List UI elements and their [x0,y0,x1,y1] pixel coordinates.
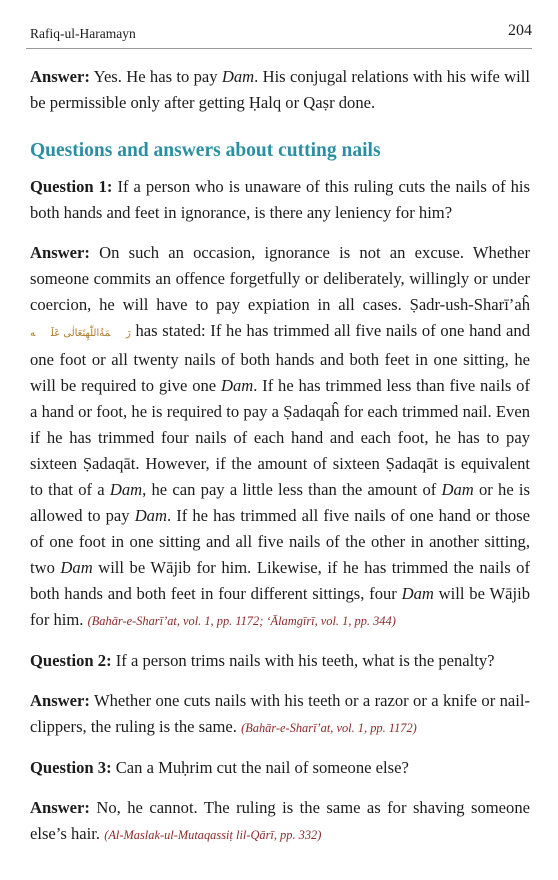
question-label: Question 1: [30,177,113,196]
page-header [26,18,532,49]
page-content [30,64,530,862]
answer-1: Answer: On such an occasion, ignorance is not an excuse. Whether someone commits an offence forgetfully or deliberately, willingly or under coercion, he will have to pay expiation in all cases. Ṣadr-ush-Sharī’aĥ رَحۡمَةُاللّٰهِتَعَالٰی عَلَيۡه has stated: If he has trimmed all five nails of one hand and one foot or all twenty nails of both hands and both feet in one sitting, he will be required to give one Dam. If he has trimmed less than five nails of a hand or foot, he is required to pay a Ṣadaqaĥ for each trimmed nail. Even if he has trimmed four nails of each hand and each foot, he has to pay sixteen Ṣadaqāt. However, if the amount of sixteen Ṣadaqāt is equivalent to that of a Dam, he can pay a little less than the amount of Dam or he is allowed to pay Dam. If he has trimmed all five nails of one hand or those of one foot in one sitting and all five nails of the other in another sitting, two Dam will be Wājib for him. Likewise, if he has trimmed the nails of both hands and both feet in four different sittings, four Dam will be Wājib for him. (Bahār-e-Sharī’at, vol. 1, pp. 1172; ‘Ālamgīrī, vol. 1, pp. 344) [30,243,531,629]
answer-label: Answer: [30,243,90,262]
question-2: Question 2: If a person trims nails with his teeth, what is the penalty? [30,651,495,670]
question-label: Question 2: [30,651,112,670]
citation: (Al-Maslak-ul-Mutaqassiṭ lil-Qārī, pp. 332) [104,828,322,842]
answer-2: Answer: Whether one cuts nails with his teeth or a razor or a knife or nail-clippers, the ruling is the same. (Bahār-e-Sharī’at, vol. 1, pp. 1172) [30,691,530,736]
answer-label: Answer: [30,67,90,86]
citation: (Bahār-e-Sharī’at, vol. 1, pp. 1172; ‘Ālamgīrī, vol. 1, pp. 344) [87,614,396,628]
question-3: Question 3: Can a Muḥrim cut the nail of someone else? [30,758,409,777]
answer-label: Answer: [30,691,90,710]
question-label: Question 3: [30,758,112,777]
answer-label: Answer: [30,798,90,817]
answer-3: Answer: No, he cannot. The ruling is the same as for shaving someone else’s hair. (Al-Maslak-ul-Mutaqassiṭ lil-Qārī, pp. 332) [30,798,530,843]
page-number: 204 [508,22,532,39]
intro-answer: Answer: Yes. He has to pay Dam. His conjugal relations with his wife will be permissible only after getting Ḥalq or Qaṣr done. [30,67,530,112]
honorific-calligraphy: رَحۡمَةُاللّٰهِتَعَالٰی عَلَيۡه [30,328,131,339]
citation: (Bahār-e-Sharī’at, vol. 1, pp. 1172) [241,721,417,735]
question-1: Question 1: If a person who is unaware of this ruling cuts the nails of his both hands and feet in ignorance, is there any leniency for him? [30,177,530,222]
section-heading: Questions and answers about cutting nails [30,140,381,161]
running-title: Rafiq-ul-Haramayn [30,26,136,41]
